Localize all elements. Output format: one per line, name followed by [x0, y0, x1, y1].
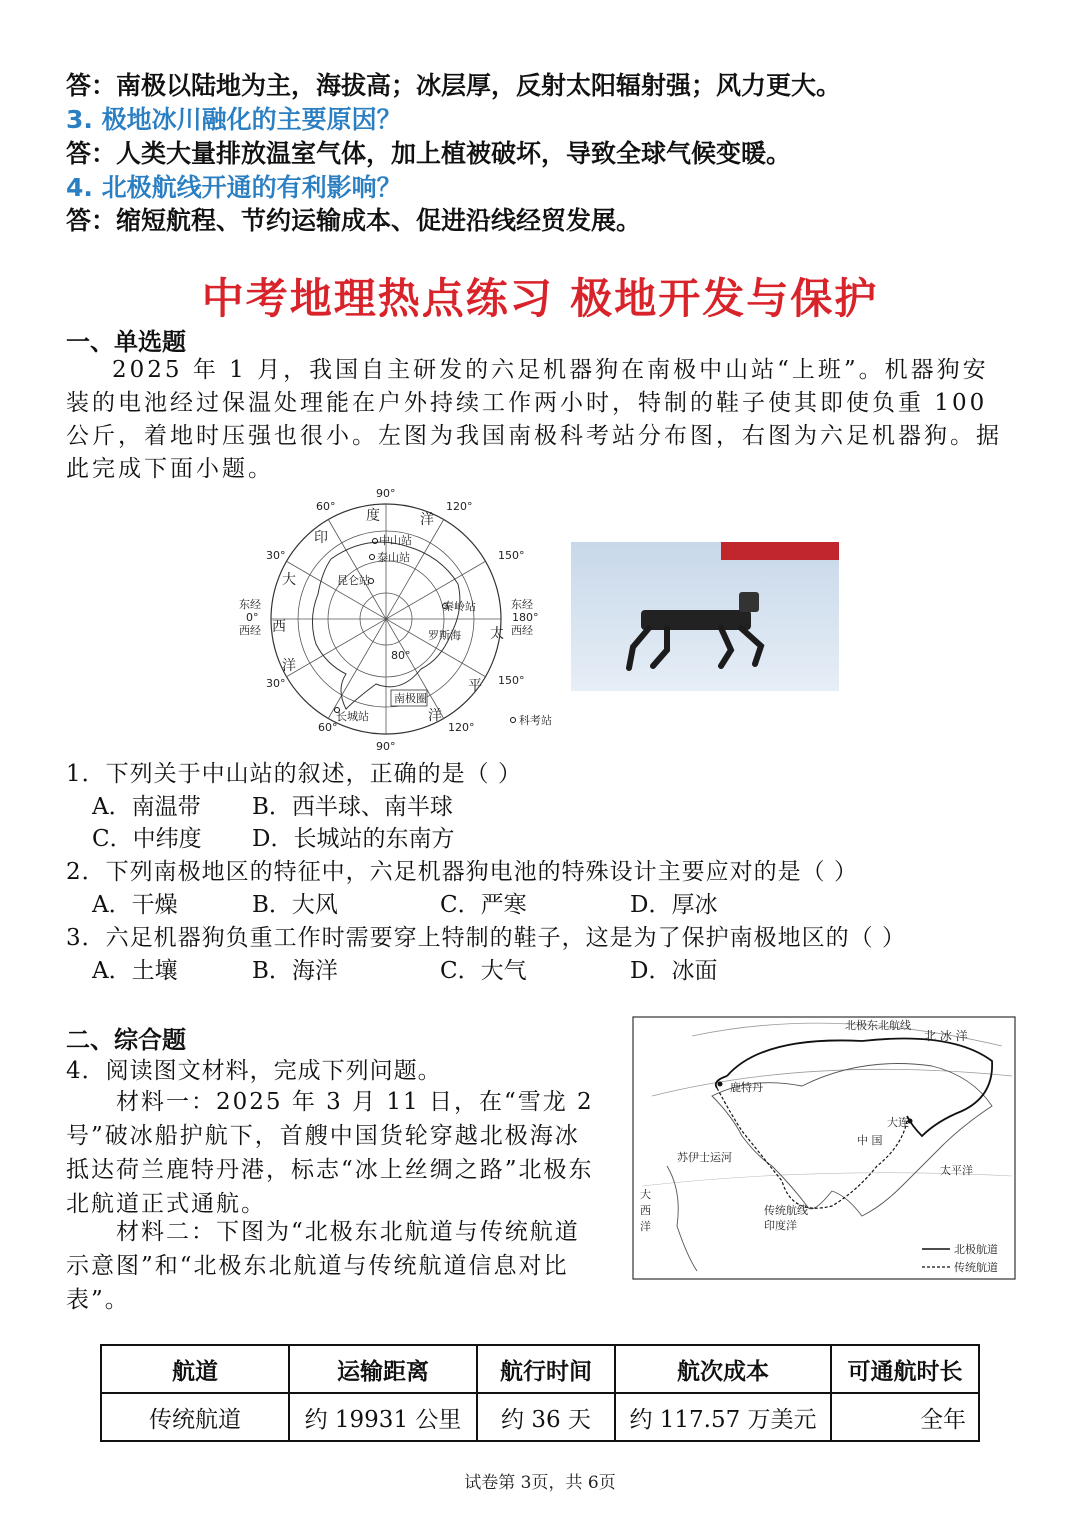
- antarctic-station-map: [236, 484, 566, 754]
- lon-120-a: 120°: [446, 500, 473, 513]
- ocean-label-ping: 平: [468, 678, 482, 694]
- china-label: 中 国: [857, 1134, 883, 1147]
- q2-option-b: B．大风: [252, 892, 338, 918]
- q3-option-d: D．冰面: [630, 958, 718, 984]
- lon-150-a: 150°: [498, 549, 525, 562]
- arctic-route-map: [632, 1016, 1016, 1280]
- meridian-180: 180°: [512, 611, 539, 624]
- question-2-stem: 2．下列南极地区的特征中，六足机器狗电池的特殊设计主要应对的是（ ）: [66, 859, 858, 885]
- cell-distance: 约 19931 公里: [289, 1393, 477, 1441]
- question-1-stem: 1．下列关于中山站的叙述，正确的是（ ）: [66, 761, 522, 787]
- answer-2: 答：南极以陆地为主，海拔高；冰层厚，反射太阳辐射强；风力更大。: [66, 71, 842, 100]
- material-2: 材料二：下图为“北极东北航道与传统航道示意图”和“北极东北航道与传统航道信息对比表”。: [66, 1219, 580, 1313]
- atlantic-label-1: 大: [640, 1188, 651, 1201]
- question-4-heading: 4. 北极航线开通的有利影响？: [66, 173, 402, 202]
- answer-4: 答：缩短航程、节约运输成本、促进沿线经贸发展。: [66, 206, 642, 235]
- answer-3: 答：人类大量排放温室气体，加上植被破坏，导致全球气候变暖。: [66, 139, 792, 168]
- header-distance: 运输距离: [289, 1345, 477, 1393]
- station-changcheng: 长城站: [336, 710, 369, 723]
- west-lon-left: 西经: [239, 624, 261, 637]
- header-cost: 航次成本: [615, 1345, 831, 1393]
- ocean-label-xi: 西: [272, 619, 286, 635]
- table-header-row: [101, 1345, 979, 1393]
- station-zhongshan: 中山站: [379, 534, 412, 547]
- ocean-label-yang: 洋: [420, 512, 434, 528]
- header-time: 航行时间: [477, 1345, 615, 1393]
- traditional-route-label: 传统航线: [764, 1204, 808, 1217]
- cell-time: 约 36 天: [477, 1393, 615, 1441]
- cell-navigable: 全年: [831, 1393, 979, 1441]
- q3-option-b: B．海洋: [252, 958, 338, 984]
- lon-30-a: 30°: [266, 549, 286, 562]
- header-navigable: 可通航时长: [831, 1345, 979, 1393]
- ocean-label-du: 度: [366, 508, 380, 524]
- indian-ocean-label: 印度洋: [764, 1219, 797, 1232]
- q1-option-a: A．南温带: [92, 794, 201, 820]
- lat-90-top: 90°: [376, 487, 396, 500]
- question-3-stem: 3．六足机器狗负重工作时需要穿上特制的鞋子，这是为了保护南极地区的（ ）: [66, 925, 906, 951]
- lon-30-b: 30°: [266, 677, 286, 690]
- route-comparison-table: [100, 1344, 980, 1442]
- q2-option-c: C．严寒: [440, 892, 527, 918]
- ocean-label-yin: 印: [314, 530, 328, 546]
- lon-60-a: 60°: [316, 500, 336, 513]
- antarctic-circle-label: 南极圈: [394, 692, 427, 705]
- legend-traditional-route: 传统航道: [954, 1261, 998, 1274]
- table-row: [101, 1393, 979, 1441]
- section-2-heading: 二、综合题: [66, 1026, 186, 1054]
- ocean-label-tai: 太: [490, 626, 504, 642]
- question-4-prompt: 4．阅读图文材料，完成下列问题。: [66, 1058, 442, 1084]
- page-title: 中考地理热点练习 极地开发与保护: [201, 274, 879, 323]
- lat-80: 80°: [391, 649, 411, 662]
- zero-meridian: 0°: [246, 611, 259, 624]
- station-qinling: 秦岭站: [443, 600, 476, 613]
- lon-150-b: 150°: [498, 674, 525, 687]
- q2-option-a: A．干燥: [92, 892, 178, 918]
- page-footer: 试卷第 3页，共 6页: [464, 1473, 616, 1493]
- section-1-intro: 2025 年 1 月，我国自主研发的六足机器狗在南极中山站“上班”。机器狗安装的电池经过保温处理能在户外持续工作两小时，特制的鞋子使其即使负重 100 公斤，着地时压强也很小。左图为我国南极科考站分布图，右图为六足机器狗。据此完成下面小题。: [66, 357, 1002, 482]
- arctic-ocean-label: 北 冰 洋: [924, 1029, 968, 1043]
- ross-sea-label: 罗斯海: [428, 629, 461, 642]
- robot-dog-photo: [571, 542, 839, 691]
- ocean-label-yang2: 洋: [282, 658, 296, 674]
- pacific-label: 太平洋: [940, 1164, 973, 1177]
- question-3-heading: 3. 极地冰川融化的主要原因？: [66, 105, 402, 134]
- header-route: 航道: [101, 1345, 289, 1393]
- cell-cost: 约 117.57 万美元: [615, 1393, 831, 1441]
- ocean-label-yang3: 洋: [428, 708, 442, 724]
- station-taishan: 泰山站: [377, 551, 410, 564]
- station-kunlun: 昆仑站: [337, 574, 370, 587]
- legend-arctic-route: 北极航道: [954, 1243, 998, 1256]
- q1-option-c: C．中纬度: [92, 826, 202, 852]
- lon-60-b: 60°: [318, 721, 338, 734]
- northeast-route-label: 北极东北航线: [845, 1019, 911, 1032]
- atlantic-label-2: 西: [640, 1204, 651, 1217]
- section-1-heading: 一、单选题: [66, 328, 186, 356]
- west-lon-right: 西经: [511, 624, 533, 637]
- lon-120-b: 120°: [448, 721, 475, 734]
- material-1: 材料一：2025 年 3 月 11 日，在“雪龙 2 号”破冰船护航下，首艘中国货轮穿越北极海冰抵达荷兰鹿特丹港，标志“冰上丝绸之路”北极东北航道正式通航。: [66, 1089, 594, 1217]
- cell-route: 传统航道: [101, 1393, 289, 1441]
- q1-option-b: B．西半球、南半球: [252, 794, 453, 820]
- suez-canal-label: 苏伊士运河: [677, 1151, 732, 1164]
- map-legend-station: 科考站: [519, 714, 552, 727]
- dalian-label: 大连: [887, 1116, 909, 1129]
- east-lon-right: 东经: [511, 598, 533, 611]
- q2-option-d: D．厚冰: [630, 892, 718, 918]
- rotterdam-label: 鹿特丹: [730, 1081, 763, 1094]
- q1-option-d: D．长城站的东南方: [252, 826, 455, 852]
- lat-90-bottom: 90°: [376, 740, 396, 753]
- ocean-label-da: 大: [282, 572, 296, 588]
- atlantic-label-3: 洋: [640, 1220, 651, 1233]
- q3-option-a: A．土壤: [92, 958, 178, 984]
- q3-option-c: C．大气: [440, 958, 527, 984]
- east-lon-left: 东经: [239, 598, 261, 611]
